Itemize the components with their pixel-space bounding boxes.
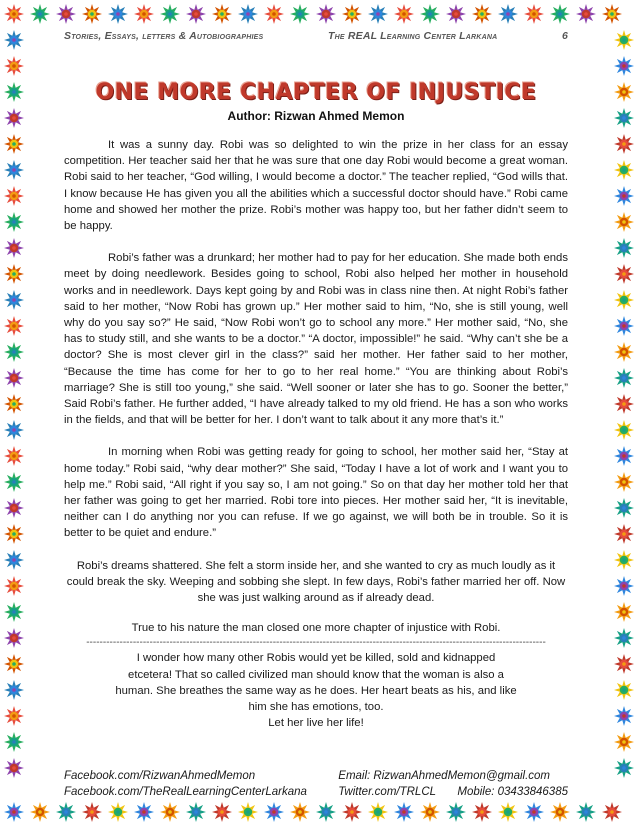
border-star-icon: [614, 264, 634, 284]
closing-line-3: human. She breathes the same way as he does. Her heart beats as his, and like: [115, 684, 517, 697]
border-star-icon: [82, 4, 102, 24]
border-star-icon: [238, 4, 258, 24]
border-star-icon: [160, 4, 180, 24]
border-star-icon: [614, 602, 634, 622]
border-star-icon: [4, 30, 24, 50]
border-star-icon: [614, 576, 634, 596]
border-star-icon: [550, 802, 570, 822]
border-star-icon: [4, 82, 24, 102]
border-star-icon: [108, 802, 128, 822]
border-star-icon: [4, 550, 24, 570]
border-star-icon: [614, 680, 634, 700]
border-star-icon: [4, 186, 24, 206]
border-star-icon: [614, 446, 634, 466]
border-star-icon: [4, 472, 24, 492]
border-star-icon: [290, 802, 310, 822]
border-star-icon: [4, 732, 24, 752]
border-star-icon: [160, 802, 180, 822]
border-star-icon: [4, 4, 24, 24]
border-star-icon: [4, 160, 24, 180]
border-star-icon: [614, 550, 634, 570]
border-star-icon: [614, 82, 634, 102]
border-star-icon: [472, 802, 492, 822]
border-star-icon: [290, 4, 310, 24]
closing-line-5: Let her live her life!: [268, 717, 364, 730]
border-star-icon: [368, 4, 388, 24]
border-star-icon: [576, 4, 596, 24]
paragraph-1: It was a sunny day. Robi was so delighted to win the prize in her class for an essay competition. Her teacher said her that he was sure that one day Robi would become a great woman. Robi said to her teacher, “God willing, I would become a doctor.” The teacher replied, “God wills that. I know because He has given you all the abilities which a successful doctor should have.” Robi came home and showed her mother the prize. Robi’s mother was happy too, but her father didn’t seem to be happy.: [64, 139, 568, 233]
border-star-icon: [212, 802, 232, 822]
border-star-icon: [4, 420, 24, 440]
border-star-icon: [614, 706, 634, 726]
border-star-icon: [614, 472, 634, 492]
paragraph-5: True to his nature the man closed one more chapter of injustice with Robi.: [131, 622, 501, 635]
page-header: [64, 30, 568, 42]
border-star-icon: [614, 394, 634, 414]
border-star-icon: [4, 238, 24, 258]
footer-mobile: Mobile: 03433846385: [457, 786, 568, 798]
border-star-icon: [602, 802, 622, 822]
border-star-icon: [614, 160, 634, 180]
border-star-icon: [30, 4, 50, 24]
border-star-icon: [56, 4, 76, 24]
paragraph-2: Robi’s father was a drunkard; her mother had to pay for her education. She made both ends meet by doing needlework. Besides going to school, Robi also helped her mother in household works and in needlework. Days kept going by and Robi was in class nine then. At night Robi’s father said to her mother, “Now Robi has grown up.” Her mother said to him, “No, she is still young, well why do you say so?” He said, “Now Robi won’t go to school any more.” Her mother said, “No, she has to study still, and she wants to be a doctor.” “A doctor, impossible!” he said. “Why can’t she be a doctor? She is most clever girl in the class?” said her mother. Her father said to her mother, “Because the time has come for her to go to her real home.” “You are thinking about Robi’s marriage? She is still too young,” she said. “Well sooner or later she has to go. Sooner the better,” Said Robi’s father. He further added, “I have already talked to my old friend. He has a son who works in the fields, and that will be better for her. I don’t want to talk about it any more that’s it.”: [64, 252, 568, 427]
border-star-icon: [4, 368, 24, 388]
border-star-icon: [108, 4, 128, 24]
border-star-icon: [56, 802, 76, 822]
border-star-icon: [524, 802, 544, 822]
page-number: 6: [561, 30, 568, 42]
border-star-icon: [82, 802, 102, 822]
border-star-icon: [420, 4, 440, 24]
border-star-icon: [4, 706, 24, 726]
border-star-icon: [316, 802, 336, 822]
border-star-icon: [614, 342, 634, 362]
border-star-icon: [524, 4, 544, 24]
border-star-icon: [4, 802, 24, 822]
border-star-icon: [420, 802, 440, 822]
border-star-icon: [550, 4, 570, 24]
border-star-icon: [614, 732, 634, 752]
border-star-icon: [614, 290, 634, 310]
border-star-icon: [614, 238, 634, 258]
border-star-icon: [614, 56, 634, 76]
border-star-icon: [368, 802, 388, 822]
border-star-icon: [186, 4, 206, 24]
page-footer: [64, 768, 568, 800]
footer-facebook-center[interactable]: Facebook.com/TheRealLearningCenterLarkana: [64, 786, 307, 798]
border-star-icon: [4, 316, 24, 336]
border-star-icon: [4, 576, 24, 596]
border-star-icon: [614, 30, 634, 50]
story-author: Author: Rizwan Ahmed Memon: [227, 109, 405, 123]
document-page: [64, 30, 568, 800]
border-star-icon: [4, 446, 24, 466]
border-star-icon: [4, 290, 24, 310]
border-star-icon: [4, 602, 24, 622]
border-star-icon: [614, 524, 634, 544]
border-star-icon: [264, 802, 284, 822]
closing-line-4: him she has emotions, too.: [248, 701, 384, 714]
story-title: ONE MORE CHAPTER OF INJUSTICE: [95, 80, 537, 105]
border-star-icon: [4, 342, 24, 362]
border-star-icon: [4, 264, 24, 284]
border-star-icon: [4, 134, 24, 154]
border-star-icon: [238, 802, 258, 822]
border-star-icon: [4, 56, 24, 76]
border-star-icon: [614, 134, 634, 154]
border-star-icon: [30, 802, 50, 822]
border-star-icon: [186, 802, 206, 822]
border-star-icon: [316, 4, 336, 24]
paragraph-3: In morning when Robi was getting ready for going to school, her mother said her, “Stay at home today.” Robi said, “why dear mother?” She said, “Today I have a lot of work and I want you to help me.” Robi said, “All right if you say so, I am not going.” So on that day her mother told her that her father was going to get her married. Robi tore into pieces. Her mother said her, “It is inevitable, neither can I do anything nor you can refuse. If we go against, we will both be in trouble. So it is better to be quiet and endure.”: [64, 446, 568, 540]
border-star-icon: [342, 802, 362, 822]
border-star-icon: [614, 316, 634, 336]
border-star-icon: [614, 628, 634, 648]
footer-facebook-personal[interactable]: Facebook.com/RizwanAhmedMemon: [64, 770, 256, 782]
border-star-icon: [4, 108, 24, 128]
border-star-icon: [394, 4, 414, 24]
border-star-icon: [472, 4, 492, 24]
header-organization: The REAL Learning Center Larkana: [327, 30, 498, 42]
border-star-icon: [134, 4, 154, 24]
border-star-icon: [576, 802, 596, 822]
border-star-icon: [4, 498, 24, 518]
dashed-divider: ------------------------------------------------------------------------------------------------------------------------------------------: [86, 638, 546, 649]
border-star-icon: [614, 186, 634, 206]
footer-twitter[interactable]: Twitter.com/TRLCL: [338, 786, 437, 798]
closing-line-2: etcetera! That so called civilized man should know that the woman is also a: [128, 668, 504, 681]
border-star-icon: [134, 802, 154, 822]
border-star-icon: [446, 4, 466, 24]
closing-line-1: I wonder how many other Robis would yet be killed, sold and kidnapped: [136, 652, 496, 665]
border-star-icon: [614, 108, 634, 128]
border-star-icon: [342, 4, 362, 24]
border-star-icon: [4, 654, 24, 674]
paragraph-4: Robi’s dreams shattered. She felt a storm inside her, and she wanted to cry as much loudly as it could break the sky. Weeping and sobbing she slept. In few days, Robi’s father married her off. Now she was just walking around as if already dead.: [66, 559, 566, 605]
border-star-icon: [498, 4, 518, 24]
header-series-title: Stories, Essays, letters & Autobiographies: [64, 30, 264, 42]
border-star-icon: [4, 524, 24, 544]
border-star-icon: [498, 802, 518, 822]
border-star-icon: [212, 4, 232, 24]
border-star-icon: [614, 420, 634, 440]
border-star-icon: [446, 802, 466, 822]
border-star-icon: [4, 680, 24, 700]
border-star-icon: [614, 654, 634, 674]
border-star-icon: [614, 498, 634, 518]
border-star-icon: [614, 758, 634, 778]
border-star-icon: [4, 628, 24, 648]
border-star-icon: [4, 212, 24, 232]
border-star-icon: [614, 368, 634, 388]
border-star-icon: [4, 394, 24, 414]
footer-email[interactable]: Email: RizwanAhmedMemon@gmail.com: [338, 770, 550, 782]
border-star-icon: [614, 212, 634, 232]
border-star-icon: [264, 4, 284, 24]
border-star-icon: [602, 4, 622, 24]
border-star-icon: [394, 802, 414, 822]
border-star-icon: [4, 758, 24, 778]
